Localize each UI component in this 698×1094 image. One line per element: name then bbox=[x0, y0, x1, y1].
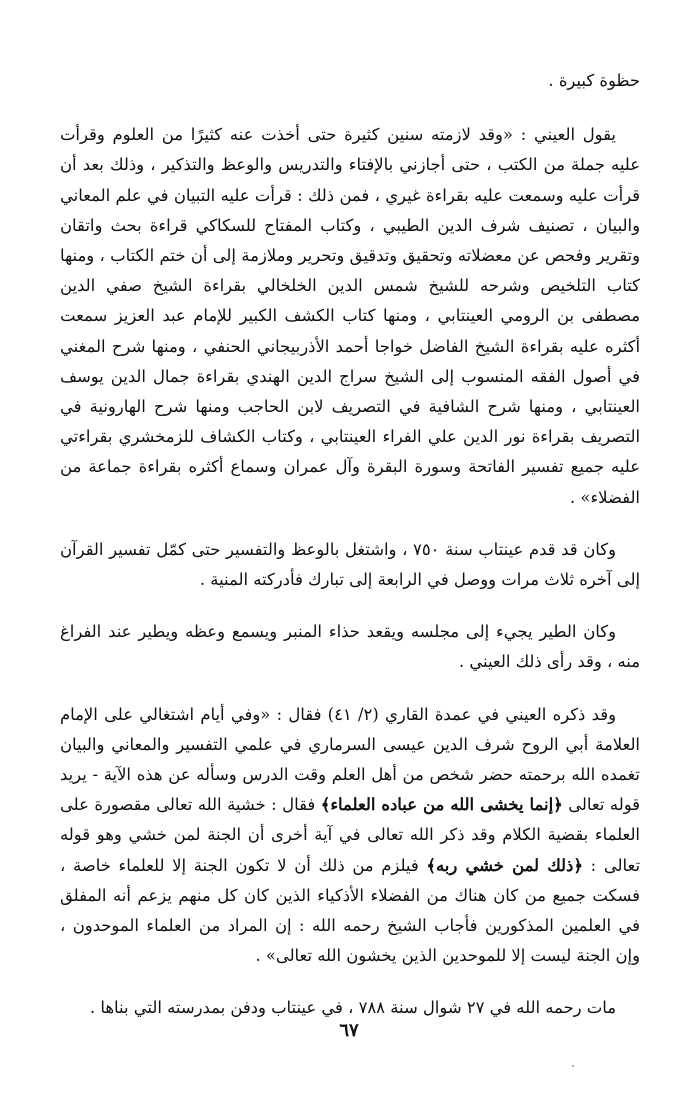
text-segment: يقول العيني : «وقد لازمته سنين كثيرة حتى أخذت عنه كثيرًا من العلوم وقرأت عليه جملة من الكتب ، حتى أجازني بالإفتاء والتدريس والوعظ والتذكير ، وذلك بعد أن قرأت عليه وسمعت عليه بقراءة غيري ، فمن ذلك : قرأت عليه التبيان في علم المعاني والبيان ، تصنيف شرف الدين الطيبي ، وكتاب المفتاح للسكاكي قراءة بحث واتقان وتقرير وفحص عن معضلاته وتحقيق وتدقيق وتحرير وملازمة إلى أن ختم الكتاب ، ومنها كتاب التلخيص وشرحه للشيخ شمس الدين الخلخالي بقراءة الشيخ صفي الدين مصطفى بن الرومي العينتابي ، ومنها كتاب الكشف الكبير للإمام عبد العزيز سمعت أكثره عليه بقراءة الشيخ الفاضل خواجا أحمد الأذربيجاني الحنفي ، ومنها شرح المغني في أصول الفقه المنسوب إلى الشيخ سراج الدين الهندي بقراءة جمال الدين يوسف العينتابي ، ومنها شرح الشافية في التصريف لابن الحاجب ومنها شرح الهارونية في التصريف بقراءة نور الدين علي الفراء العينتابي ، وكتاب الكشاف للزمخشري بقراءتي عليه جميع تفسير الفاتحة وسورة البقرة وآل عمران وسماع أكثره بقراءة جماعة من الفضلاء» . bbox=[60, 125, 640, 507]
quran-verse: ﴿إنما يخشى الله من عباده العلماء﴾ bbox=[320, 795, 563, 815]
text-segment: وكان قد قدم عينتاب سنة ٧٥٠ ، واشتغل بالوعظ والتفسير حتى كمّل تفسير القرآن إلى آخره ثلاث مرات ووصل في الرابعة إلى تبارك فأدركته المنية . bbox=[60, 539, 640, 590]
page-number: ٦٧ bbox=[339, 1020, 359, 1041]
paragraph-ayntab-tafsir bbox=[60, 535, 640, 595]
quran-verse: ﴿ذلك لمن خشي ربه﴾ bbox=[426, 855, 583, 875]
paragraph-aini-quote bbox=[60, 120, 640, 513]
text-segment: فيلزم من ذلك أن لا تكون الجنة إلا للعلماء خاصة ، فسكت جميع من كان هناك من الفضلاء الأذكياء الذين كان كل منهم يزعم أنه المفلق في العلمين المذكورين فأجاب الشيخ رحمه الله : إن المراد من العلماء الموحدون ، وإن الجنة ليست إلا للموحدين الذين يخشون الله تعالى» . bbox=[60, 855, 640, 966]
text-segment: وكان الطير يجيء إلى مجلسه ويقعد حذاء المنبر ويسمع وعظه ويطير عند الفراغ منه ، وقد رأى ذلك العيني . bbox=[60, 622, 640, 672]
paragraph-opening-fragment bbox=[60, 66, 640, 96]
scan-speck bbox=[572, 1065, 574, 1067]
paragraph-bird-anecdote bbox=[60, 617, 640, 677]
text-segment: وقد ذكره العيني في عمدة القاري (٢/ ٤١) فقال : «وفي أيام اشتغالي على الإمام العلامة أبي الروح شرف الدين عيسى السرماري في علمي التفسير والمعاني والبيان تغمده الله برحمته حضر شخص من أهل العلم وقت الدرس وسأله عن هذه الآية - يريد قوله تعالى bbox=[60, 704, 641, 815]
text-segment: مات رحمه الله في ٢٧ شوال سنة ٧٨٨ ، في عينتاب ودفن بمدرسته التي بناها . bbox=[90, 998, 616, 1018]
text-segment: حظوة كبيرة . bbox=[548, 71, 640, 90]
text-segment: فقال : خشية الله تعالى مقصورة على العلماء بقضية الكلام وقد ذكر الله تعالى في آية أخرى أن الجنة لمن خشي وهو قوله تعالى : bbox=[60, 795, 641, 875]
paragraph-umdat-alqari bbox=[60, 700, 640, 972]
